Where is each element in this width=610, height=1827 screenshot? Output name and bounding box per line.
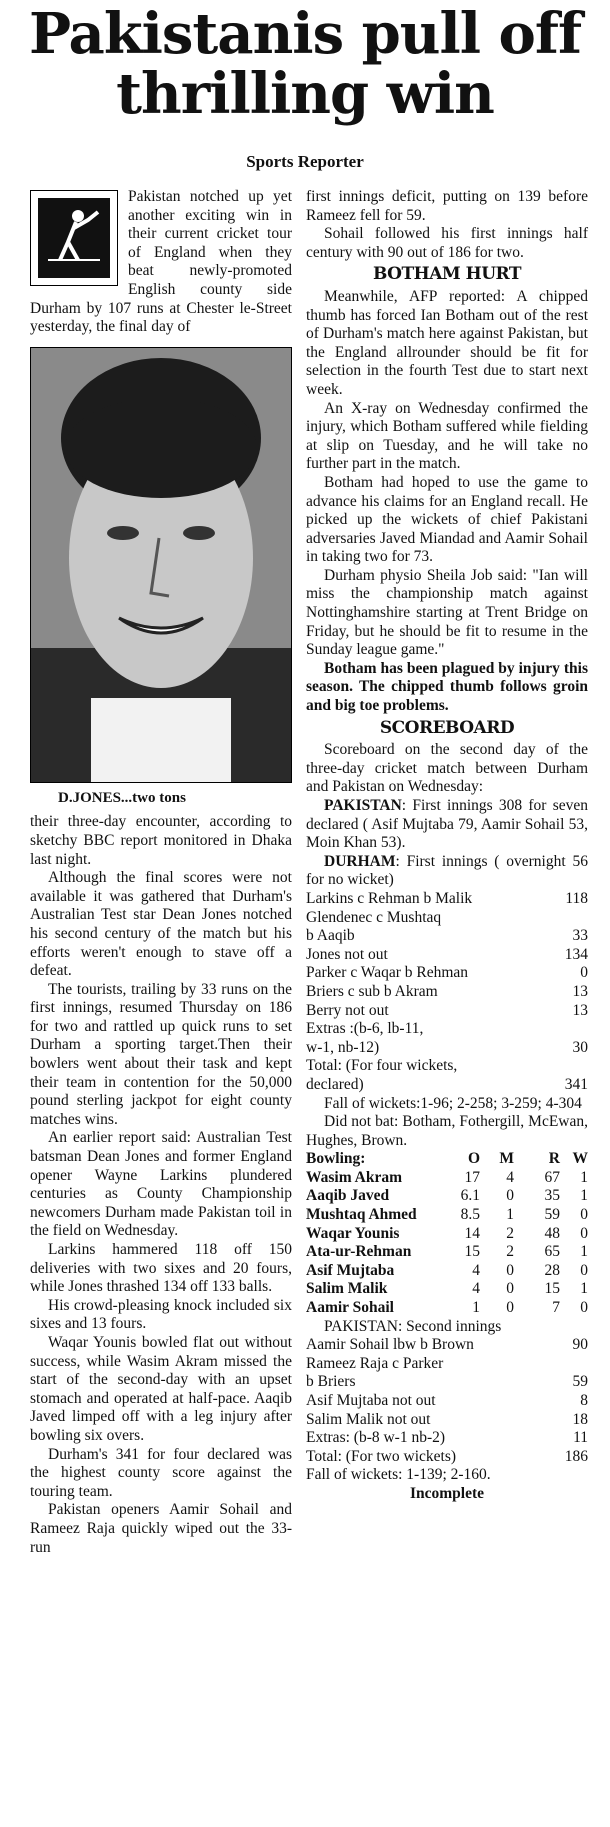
article-paragraph: Botham has been plagued by injury this season. The chipped thumb follows groin and big toe problems. bbox=[306, 659, 588, 715]
bowling-figure: 1 bbox=[506, 1206, 514, 1224]
bowling-figure: 1 bbox=[580, 1168, 588, 1186]
scoreboard-pakistan-second-innings: PAKISTAN: Second innings bbox=[324, 1317, 502, 1335]
bowling-figure: 0 bbox=[580, 1206, 588, 1224]
bowling-figure: 2 bbox=[506, 1243, 514, 1261]
article-paragraph: Larkins hammered 118 off 150 deliveries with two sixes and 20 fours, while Jones thrashed 134 off 133 balls. bbox=[30, 1241, 292, 1296]
scorecard-row: Extras :(b-6, lb-11, bbox=[306, 1020, 424, 1038]
column-1 bbox=[30, 188, 292, 1557]
article-paragraph: Botham had hoped to use the game to advance his claims for an England recall. He picked up the wickets of chief Pakistani adversaries Javed Miandad and Aamir Sohail in taking two for 73. bbox=[306, 473, 588, 566]
article-paragraph: Pakistan notched up yet another exciting win in their current cricket tour of England when they beat newly-promoted English county side Durham by 107 runs at Chester le-Street yesterday, the final day of bbox=[30, 188, 292, 336]
article-paragraph: Although the final scores were not available it was gathered that Durham's Australian Test star Dean Jones notched his second century of the match but his efforts weren't enough to stave off a defeat. bbox=[30, 869, 292, 980]
bowling-figure: 1 bbox=[472, 1299, 480, 1317]
bowling-header: Bowling: O M R W bbox=[306, 1150, 588, 1168]
bowling-figure: 0 bbox=[506, 1280, 514, 1298]
bowler-name: Mushtaq Ahmed bbox=[306, 1206, 417, 1224]
bowling-row bbox=[306, 1187, 588, 1206]
bowling-row bbox=[306, 1262, 588, 1281]
scoreboard-pakistan-first-innings: PAKISTAN: First innings 308 for seven declared ( Asif Mujtaba 79, Aamir Sohail 53, Moin Khan 53). bbox=[306, 797, 588, 852]
bowler-name: Wasim Akram bbox=[306, 1168, 403, 1186]
article-paragraph: Sohail followed his first innings half century with 90 out of 186 for two. bbox=[306, 225, 588, 261]
bowling-figure: 7 bbox=[552, 1299, 560, 1317]
bowler-name: Aaqib Javed bbox=[306, 1187, 390, 1205]
bowling-row bbox=[306, 1299, 588, 1318]
bowling-figure: 4 bbox=[472, 1261, 480, 1279]
scorecard-row: b Briers 59 bbox=[306, 1373, 588, 1391]
scorecard-row: Glendenec c Mushtaq bbox=[306, 908, 442, 926]
byline: Sports Reporter bbox=[246, 152, 364, 171]
article-paragraph: The tourists, trailing by 33 runs on the first innings, resumed Thursday on 186 for two and rattled up quick runs to set Durham a sporting target.Then their bowlers went about their task and kept their team in contention for the 50,000 pound sterling jackpot for eight county matches wins. bbox=[30, 980, 292, 1128]
bowling-figure: 67 bbox=[544, 1168, 560, 1186]
bowling-figure: 0 bbox=[506, 1261, 514, 1279]
article-paragraph: Waqar Younis bowled flat out without success, while Wasim Akram missed the start of the second-day with an upset stomach and operated at half-pace. Aaqib Javed limped off with a leg injury after bowling six overs. bbox=[30, 1333, 292, 1444]
bowling-figure: 1 bbox=[580, 1243, 588, 1261]
bowling-figure: 1 bbox=[580, 1187, 588, 1205]
bowling-figure: 0 bbox=[580, 1261, 588, 1279]
bowling-figure: 0 bbox=[580, 1299, 588, 1317]
bowling-row bbox=[306, 1225, 588, 1244]
article-paragraph: Durham physio Sheila Job said: "Ian will miss the championship match against Nottinghamshire starting at Trent Bridge on Friday, but he should be fit to resume in the Sunday league game." bbox=[306, 566, 588, 659]
fall-of-wickets: Fall of wickets:1-96; 2-258; 3-259; 4-304 bbox=[324, 1094, 582, 1112]
scorecard-row: Rameez Raja c Parker bbox=[306, 1354, 444, 1372]
bowling-figure: 65 bbox=[544, 1243, 560, 1261]
headline-line-1: Pakistanis pull off bbox=[28, 1, 582, 67]
article-paragraph: Meanwhile, AFP reported: A chipped thumb has forced Ian Botham out of the rest of Durham's match here against Pakistan, but the England allrounder should be fit for selection in the fourth Test due to start next week. bbox=[306, 287, 588, 398]
did-not-bat: Did not bat: Botham, Fothergill, McEwan, Hughes, Brown. bbox=[306, 1113, 588, 1149]
bowling-figure: 8.5 bbox=[460, 1206, 480, 1224]
bowling-row bbox=[306, 1169, 588, 1188]
column-2 bbox=[306, 188, 588, 1504]
scorecard-row: Extras: (b-8 w-1 nb-2) 11 bbox=[306, 1429, 588, 1447]
bowler-name: Ata-ur-Rehman bbox=[306, 1243, 412, 1261]
scorecard-row: Asif Mujtaba not out 8 bbox=[306, 1392, 588, 1409]
article-paragraph: their three-day encounter, according to sketchy BBC report monitored in Dhaka last night. bbox=[30, 813, 292, 868]
bowling-figure: 15 bbox=[464, 1243, 480, 1261]
bowling-figure: 4 bbox=[506, 1168, 514, 1186]
scorecard-row: Parker c Waqar b Rehman 0 bbox=[306, 964, 588, 982]
article-paragraph: An X-ray on Wednesday confirmed the injury, which Botham suffered while fielding at slip on Tuesday, and he will take no further part in the match. bbox=[306, 399, 588, 473]
bowling-figure: 0 bbox=[580, 1224, 588, 1242]
bowling-row bbox=[306, 1243, 588, 1262]
article-paragraph: Pakistan openers Aamir Sohail and Rameez Raja quickly wiped out the 33-run bbox=[30, 1501, 292, 1556]
article-paragraph: An earlier report said: Australian Test batsman Dean Jones and former England opener Wayne Larkins plundered centuries as County Championship newcomers Durham made Pakistan toil in the field on Wednesday. bbox=[30, 1129, 292, 1240]
scorecard-row: Jones not out 134 bbox=[306, 945, 588, 963]
bowling-figure: 6.1 bbox=[460, 1187, 480, 1205]
bowling-figure: 35 bbox=[544, 1187, 560, 1205]
bowler-name: Aamir Sohail bbox=[306, 1299, 394, 1317]
article-paragraph: Durham's 341 for four declared was the highest county score against the touring team. bbox=[30, 1445, 292, 1500]
bowling-figure: 14 bbox=[464, 1224, 480, 1242]
cricket-batsman-icon bbox=[30, 190, 118, 286]
headline bbox=[0, 1, 610, 127]
subheading-botham-hurt: BOTHAM HURT bbox=[373, 264, 521, 285]
bowler-name: Waqar Younis bbox=[306, 1224, 400, 1242]
fall-of-wickets: Fall of wickets: 1-139; 2-160. bbox=[306, 1466, 491, 1484]
scorecard-row: Briers c sub b Akram 13 bbox=[306, 982, 588, 1000]
article-paragraph: Scoreboard on the second day of the three-day cricket match between Durham and Pakistan on Wednesday: bbox=[306, 741, 588, 796]
scorecard-row: Larkins c Rehman b Malik 118 bbox=[306, 889, 588, 907]
scorecard-row: Salim Malik not out 18 bbox=[306, 1410, 588, 1428]
bowler-name: Salim Malik bbox=[306, 1280, 388, 1298]
scorecard-row: b Aaqib 33 bbox=[306, 927, 588, 945]
bowler-name: Asif Mujtaba bbox=[306, 1261, 395, 1279]
bowling-figure: 28 bbox=[544, 1261, 560, 1279]
bowling-figure: 0 bbox=[506, 1299, 514, 1317]
bowling-figure: 15 bbox=[544, 1280, 560, 1298]
scorecard-row: Total: (For two wickets) 186 bbox=[306, 1447, 588, 1465]
bowling-figure: 4 bbox=[472, 1280, 480, 1298]
article-paragraph: His crowd-pleasing knock included six sixes and 13 fours. bbox=[30, 1296, 292, 1333]
scorecard-row: w-1, nb-12) 30 bbox=[306, 1038, 588, 1056]
bowling-figure: 59 bbox=[544, 1206, 560, 1224]
bowling-row bbox=[306, 1206, 588, 1225]
scoreboard-durham-first-innings: DURHAM: First innings ( overnight 56 for no wicket) bbox=[306, 852, 588, 889]
dean-jones-photo bbox=[30, 347, 292, 783]
bowling-figure: 17 bbox=[464, 1168, 480, 1186]
bowling-figure: 48 bbox=[544, 1224, 560, 1242]
bowling-figure: 2 bbox=[506, 1224, 514, 1242]
scorecard-row: declared) 341 bbox=[306, 1075, 588, 1093]
photo-caption: D.JONES...two tons bbox=[58, 789, 186, 806]
headline-line-2: thrilling win bbox=[116, 61, 494, 127]
scorecard-row: Aamir Sohail lbw b Brown 90 bbox=[306, 1336, 588, 1354]
bowling-figure: 0 bbox=[506, 1187, 514, 1205]
article-paragraph: first innings deficit, putting on 139 before Rameez fell for 59. bbox=[306, 188, 588, 224]
bowling-table bbox=[306, 1169, 588, 1318]
bowling-row bbox=[306, 1280, 588, 1299]
subheading-scoreboard: SCOREBOARD bbox=[379, 717, 515, 738]
bowling-figure: 1 bbox=[580, 1280, 588, 1298]
scorecard-row: Berry not out 13 bbox=[306, 1001, 588, 1019]
incomplete-label: Incomplete bbox=[409, 1484, 485, 1502]
scorecard-row: Total: (For four wickets, bbox=[306, 1057, 458, 1075]
